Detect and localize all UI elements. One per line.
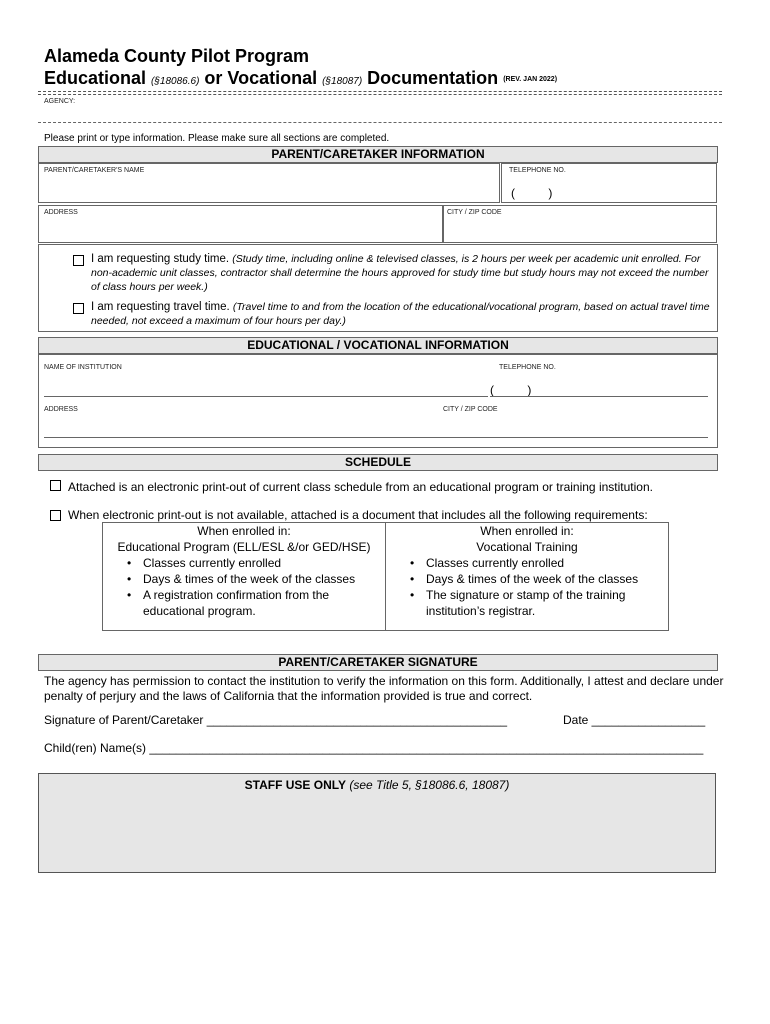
attestation-statement: The agency has permission to contact the institution to verify the information on this form. Additionally, I attest and declare under penalty of perjury and the laws of California that the information provided is true and correct. — [44, 674, 724, 703]
schedule-document-checkbox[interactable] — [50, 510, 61, 521]
form-title: Alameda County Pilot Program — [44, 46, 310, 66]
list-item: • Classes currently enrolled — [103, 555, 385, 571]
subtitle-ref-18087: (§18087) — [322, 76, 363, 87]
edu-address-field[interactable] — [44, 437, 708, 438]
institution-label: NAME OF INSTITUTION — [44, 364, 122, 371]
signature-heading: PARENT/CARETAKER SIGNATURE — [38, 654, 718, 671]
staff-use-box — [38, 773, 716, 873]
subtitle-documentation: Documentation — [367, 68, 499, 88]
subtitle-ref-18086: (§18086.6) — [151, 76, 200, 87]
requirements-table — [102, 522, 669, 631]
travel-time-lead: I am requesting travel time. — [91, 301, 230, 313]
study-time-checkbox[interactable] — [73, 255, 84, 266]
schedule-printout-checkbox[interactable] — [50, 480, 61, 491]
parent-address-field[interactable] — [38, 205, 443, 243]
parent-info-heading: PARENT/CARETAKER INFORMATION — [38, 146, 718, 163]
form-subtitle — [44, 68, 557, 89]
voc-requirements-list — [386, 555, 668, 619]
list-item: • Days & times of the week of the classes — [103, 571, 385, 587]
voc-program-type: Vocational Training — [476, 540, 578, 554]
list-item: • The signature or stamp of the training institution’s registrar. — [386, 587, 668, 619]
edu-program-type: Educational Program (ELL/ESL &/or GED/HSE) — [117, 540, 371, 554]
title-divider — [38, 91, 722, 95]
schedule-printout-option: Attached is an electronic print-out of current class schedule from an educational program or training institution. — [68, 480, 653, 494]
agency-label: AGENCY: — [44, 98, 76, 105]
staff-use-reference: (see Title 5, §18086.6, 18087) — [349, 778, 510, 792]
staff-use-title — [39, 778, 715, 792]
subtitle-educational: Educational — [44, 68, 147, 88]
edu-telephone-label: TELEPHONE NO. — [499, 364, 556, 371]
date-field[interactable]: Date _________________ — [563, 713, 706, 727]
parent-telephone-field[interactable] — [501, 163, 717, 203]
list-item: • Classes currently enrolled — [386, 555, 668, 571]
parent-telephone-label: TELEPHONE NO. — [509, 167, 566, 174]
staff-use-heading: STAFF USE ONLY — [244, 778, 346, 792]
schedule-heading: SCHEDULE — [38, 454, 718, 471]
travel-time-option — [91, 300, 711, 328]
educational-requirements — [103, 523, 385, 619]
edu-info-box — [38, 354, 718, 448]
parent-city-zip-label: CITY / ZIP CODE — [447, 209, 502, 216]
edu-info-heading: EDUCATIONAL / VOCATIONAL INFORMATION — [38, 337, 718, 354]
list-item: • Days & times of the week of the classes — [386, 571, 668, 587]
parent-city-zip-field[interactable] — [443, 205, 717, 243]
edu-address-label: ADDRESS — [44, 406, 78, 413]
parent-address-label: ADDRESS — [44, 209, 78, 216]
revision-label: (REV. JAN 2022) — [503, 75, 558, 83]
parent-name-label: PARENT/CARETAKER'S NAME — [44, 167, 145, 174]
schedule-document-option: When electronic print-out is not available, attached is a document that includes all the following requirements: — [68, 508, 648, 522]
study-time-lead: I am requesting study time. — [91, 253, 230, 265]
institution-name-field[interactable] — [44, 396, 488, 397]
edu-telephone-areacode: ( ) — [490, 383, 532, 397]
travel-time-detail: (Travel time to and from the location of the educational/vocational program, based on actual travel time needed, not exceed a maximum of four hours per day.) — [91, 301, 710, 327]
edu-requirements-list — [103, 555, 385, 619]
signature-field[interactable]: Signature of Parent/Caretaker _____________________________________________ — [44, 713, 508, 727]
study-time-detail: (Study time, including online & televised classes, is 2 hours per week per academic unit enrolled. For non-academic unit classes, contractor shall determine the hours approved for study time but study hours may not exceed the number of class hours per week.) — [91, 253, 709, 293]
children-names-field[interactable]: Child(ren) Name(s) ___________________________________________________________________________________ — [44, 741, 704, 755]
study-time-option — [91, 252, 711, 294]
subtitle-or-vocational: or Vocational — [204, 68, 318, 88]
parent-name-field[interactable] — [38, 163, 500, 203]
edu-when-enrolled: When enrolled in: — [197, 524, 291, 538]
parent-telephone-areacode: ( ) — [511, 186, 553, 200]
list-item: • A registration confirmation from the educational program. — [103, 587, 385, 619]
instructions-text: Please print or type information. Please make sure all sections are completed. — [44, 133, 390, 144]
edu-telephone-field[interactable] — [490, 396, 708, 397]
edu-city-zip-label: CITY / ZIP CODE — [443, 406, 498, 413]
vocational-requirements — [386, 523, 668, 619]
agency-field[interactable] — [38, 122, 722, 123]
voc-when-enrolled: When enrolled in: — [480, 524, 574, 538]
travel-time-checkbox[interactable] — [73, 303, 84, 314]
